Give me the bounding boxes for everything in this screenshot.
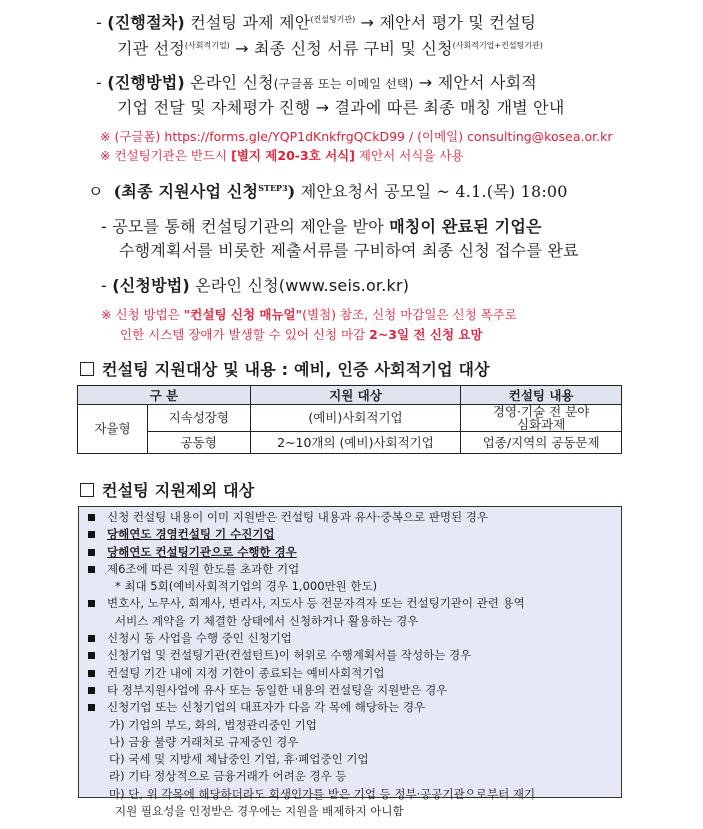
circle-bullet: ㅇ (88, 182, 104, 201)
exclusion-item (79, 509, 621, 526)
exclusion-item (79, 595, 621, 612)
exclusion-text: 컨설팅 기간 내에 지정 기한이 종료되는 예비사회적기업 (107, 665, 385, 680)
note-bold: [별지 제20-3호 서식] (231, 148, 355, 163)
dash: - (101, 276, 113, 295)
header-target: 지원 대상 (250, 386, 461, 405)
section-title: 컨설팅 지원제외 대상 (102, 481, 255, 500)
final-desc-bold: 매칭이 완료된 기업은 (389, 217, 542, 236)
square-bullet-icon (88, 687, 95, 694)
exclusion-text: 당해연도 경영컨설팅 기 수진기업 (107, 527, 275, 542)
square-bullet-icon (88, 670, 95, 677)
exclusion-text: 신청기업 및 컨설팅기관(컨설턴트)이 허위로 수행계획서를 작성하는 경우 (107, 648, 472, 663)
exclusion-item (79, 613, 621, 630)
section-title: 컨설팅 지원대상 및 내용 : 예비, 인증 사회적기업 대상 (102, 360, 490, 379)
target-cell: (예비)사회적기업 (250, 405, 461, 432)
note-text: 인한 시스템 장애가 발생할 수 있어 신청 마감 (120, 327, 370, 342)
procedure-line-1 (96, 10, 536, 33)
table-row (78, 405, 622, 432)
dash: - (96, 73, 108, 92)
exclusion-box (78, 506, 622, 819)
target-cell: 2~10개의 (예비)사회적기업 (250, 432, 461, 454)
exclusion-text: 신청기업 또는 신청기업의 대표자가 다음 각 목에 해당하는 경우 (107, 700, 426, 715)
content-cell: 업종/지역의 공동문제 (461, 432, 622, 454)
exclusion-item (79, 682, 621, 699)
square-bullet-icon (88, 514, 95, 521)
group-cell: 자율형 (78, 405, 148, 454)
note-text: ※ 신청 방법은 (101, 307, 184, 322)
procedure-label: (진행절차) (107, 13, 185, 32)
exclusion-text: 신청 컨설팅 내용이 이미 지원받은 컨설팅 내용과 유사·중복으로 판명된 경우 (107, 510, 488, 524)
final-desc-text: - 공모를 통해 컨설팅기관의 제안을 받아 (101, 217, 390, 236)
note-text: ※ 컨설팅기관은 반드시 (100, 148, 232, 163)
manual-note-line-1 (101, 305, 517, 323)
exclusion-text: 당해연도 컨설팅기관으로 수행한 경우 (107, 544, 297, 559)
exclusion-item (79, 751, 621, 768)
exclusion-list (79, 507, 621, 820)
exclusion-text: 나) 금융 불량 거래처로 규제중인 경우 (109, 734, 299, 749)
exclusion-text: 타 정부지원사업에 유사 또는 동일한 내용의 컨설팅을 지원받은 경우 (107, 682, 448, 697)
exclusion-item (79, 526, 621, 543)
procedure-sup: (컨설팅기관) (310, 15, 356, 24)
square-bullet-icon (88, 531, 95, 538)
exclusion-item (79, 786, 621, 803)
type-cell: 지속성장형 (147, 405, 250, 432)
final-text: 제안요청서 공모일 ~ 4.1.(목) 18:00 (295, 182, 568, 201)
exclusion-text: 가) 기업의 부도, 화의, 법정관리중인 기업 (109, 717, 317, 732)
apply-method-label: (신청방법) (112, 276, 190, 295)
exclusion-text: 지원 필요성을 인정받은 경우에는 지원을 배제하지 아니함 (115, 804, 404, 819)
content-line: 심화과제 (516, 417, 566, 432)
header-category: 구 분 (78, 386, 251, 405)
exclusion-text: 제6조에 따른 지원 한도를 초과한 기업 (107, 561, 300, 576)
exclusion-text: 신청시 동 사업을 수행 중인 신청기업 (107, 631, 292, 646)
method-text: 온라인 신청 (184, 73, 274, 92)
exclusion-item (79, 803, 621, 820)
exclusion-text: 변호사, 노무사, 회계사, 변리사, 지도사 등 전문자격자 또는 컨설팅기관이 관련 용역 (107, 596, 525, 611)
exclusion-text: 마) 단, 위 각목에 해당하더라도 회생인가를 받은 기업 등 정부·공공기관으로부터 재기 (109, 786, 536, 801)
square-bullet-icon (88, 600, 95, 607)
square-bullet-icon (88, 652, 95, 659)
procedure-text: 컨설팅 과제 제안 (184, 13, 311, 32)
apply-method-text: 온라인 신청(www.seis.or.kr) (189, 276, 410, 295)
square-bullet-icon (88, 549, 95, 556)
exclusion-text: * 최대 5회(예비사회적기업의 경우 1,000만원 한도) (115, 579, 378, 594)
procedure-text: → 제안서 평가 및 컨설팅 (355, 13, 537, 32)
support-table (77, 385, 622, 454)
exclusion-item (79, 734, 621, 751)
manual-note-line-2 (120, 325, 483, 343)
procedure-sup: (사회적기업+컨설팅기관) (452, 41, 543, 50)
exclusion-item (79, 544, 621, 561)
note-text: (별첨) 참조, 신청 마감일은 신청 폭주로 (302, 307, 517, 322)
final-desc-line-1 (101, 214, 542, 237)
procedure-sup: (사회적기업) (184, 41, 230, 50)
procedure-text: → 최종 신청 서류 구비 및 신청 (229, 39, 453, 58)
square-bullet-icon (88, 566, 95, 573)
final-application-line (88, 179, 568, 202)
square-bullet-icon (88, 704, 95, 711)
exclusion-item (79, 699, 621, 716)
form-requirement-note (100, 146, 463, 164)
exclusion-item (79, 630, 621, 647)
final-label-end: ) (287, 182, 296, 201)
content-line: 경영·기술 전 분야 (492, 404, 590, 419)
method-line-2: 기업 전달 및 자체평가 진행 → 결과에 따른 최종 매칭 개별 안내 (117, 98, 565, 117)
note-text: 제안서 서식을 사용 (354, 148, 464, 163)
content-cell (461, 405, 622, 432)
note-bold: 2~3일 전 신청 요망 (369, 327, 483, 342)
procedure-text: 기관 선정 (117, 39, 185, 58)
procedure-line-2 (117, 36, 543, 59)
exclusion-item (79, 665, 621, 682)
google-form-note: ※ (구글폼) https://forms.gle/YQP1dKnkfrgQCkD99 / (이메일) consulting@kosea.or.kr (100, 129, 613, 144)
note-bold: "컨설팅 신청 매뉴얼" (183, 307, 303, 322)
type-cell: 공동형 (147, 432, 250, 454)
section-support-target-heading (80, 357, 490, 380)
final-sup: STEP3 (258, 183, 288, 193)
section-exclusion-heading (80, 478, 254, 501)
exclusion-text: 라) 기타 정상적으로 금융거래가 어려운 경우 등 (109, 769, 347, 784)
method-small: (구글폼 또는 이메일 선택) (273, 77, 414, 91)
exclusion-item (79, 578, 621, 595)
checkbox-square-icon (80, 362, 94, 376)
method-text: → 제안서 사회적 (413, 73, 537, 92)
apply-method-line (101, 273, 409, 296)
dash: - (96, 13, 108, 32)
exclusion-text: 다) 국세 및 지방세 체납중인 기업, 휴·폐업중인 기업 (109, 752, 369, 767)
table-header-row (78, 386, 622, 405)
header-content: 컨설팅 내용 (461, 386, 622, 405)
method-line-1 (96, 70, 537, 93)
exclusion-item (79, 647, 621, 664)
final-label: (최종 지원사업 신청 (113, 182, 259, 201)
final-desc-line-2: 수행계획서를 비롯한 제출서류를 구비하여 최종 신청 접수를 완료 (119, 241, 579, 260)
method-label: (진행방법) (107, 73, 185, 92)
exclusion-item (79, 768, 621, 785)
exclusion-text: 서비스 계약을 기 체결한 상태에서 신청하거나 활용하는 경우 (115, 613, 419, 628)
table-row (78, 432, 622, 454)
exclusion-item (79, 717, 621, 734)
square-bullet-icon (88, 635, 95, 642)
checkbox-square-icon (80, 483, 94, 497)
exclusion-item (79, 561, 621, 578)
